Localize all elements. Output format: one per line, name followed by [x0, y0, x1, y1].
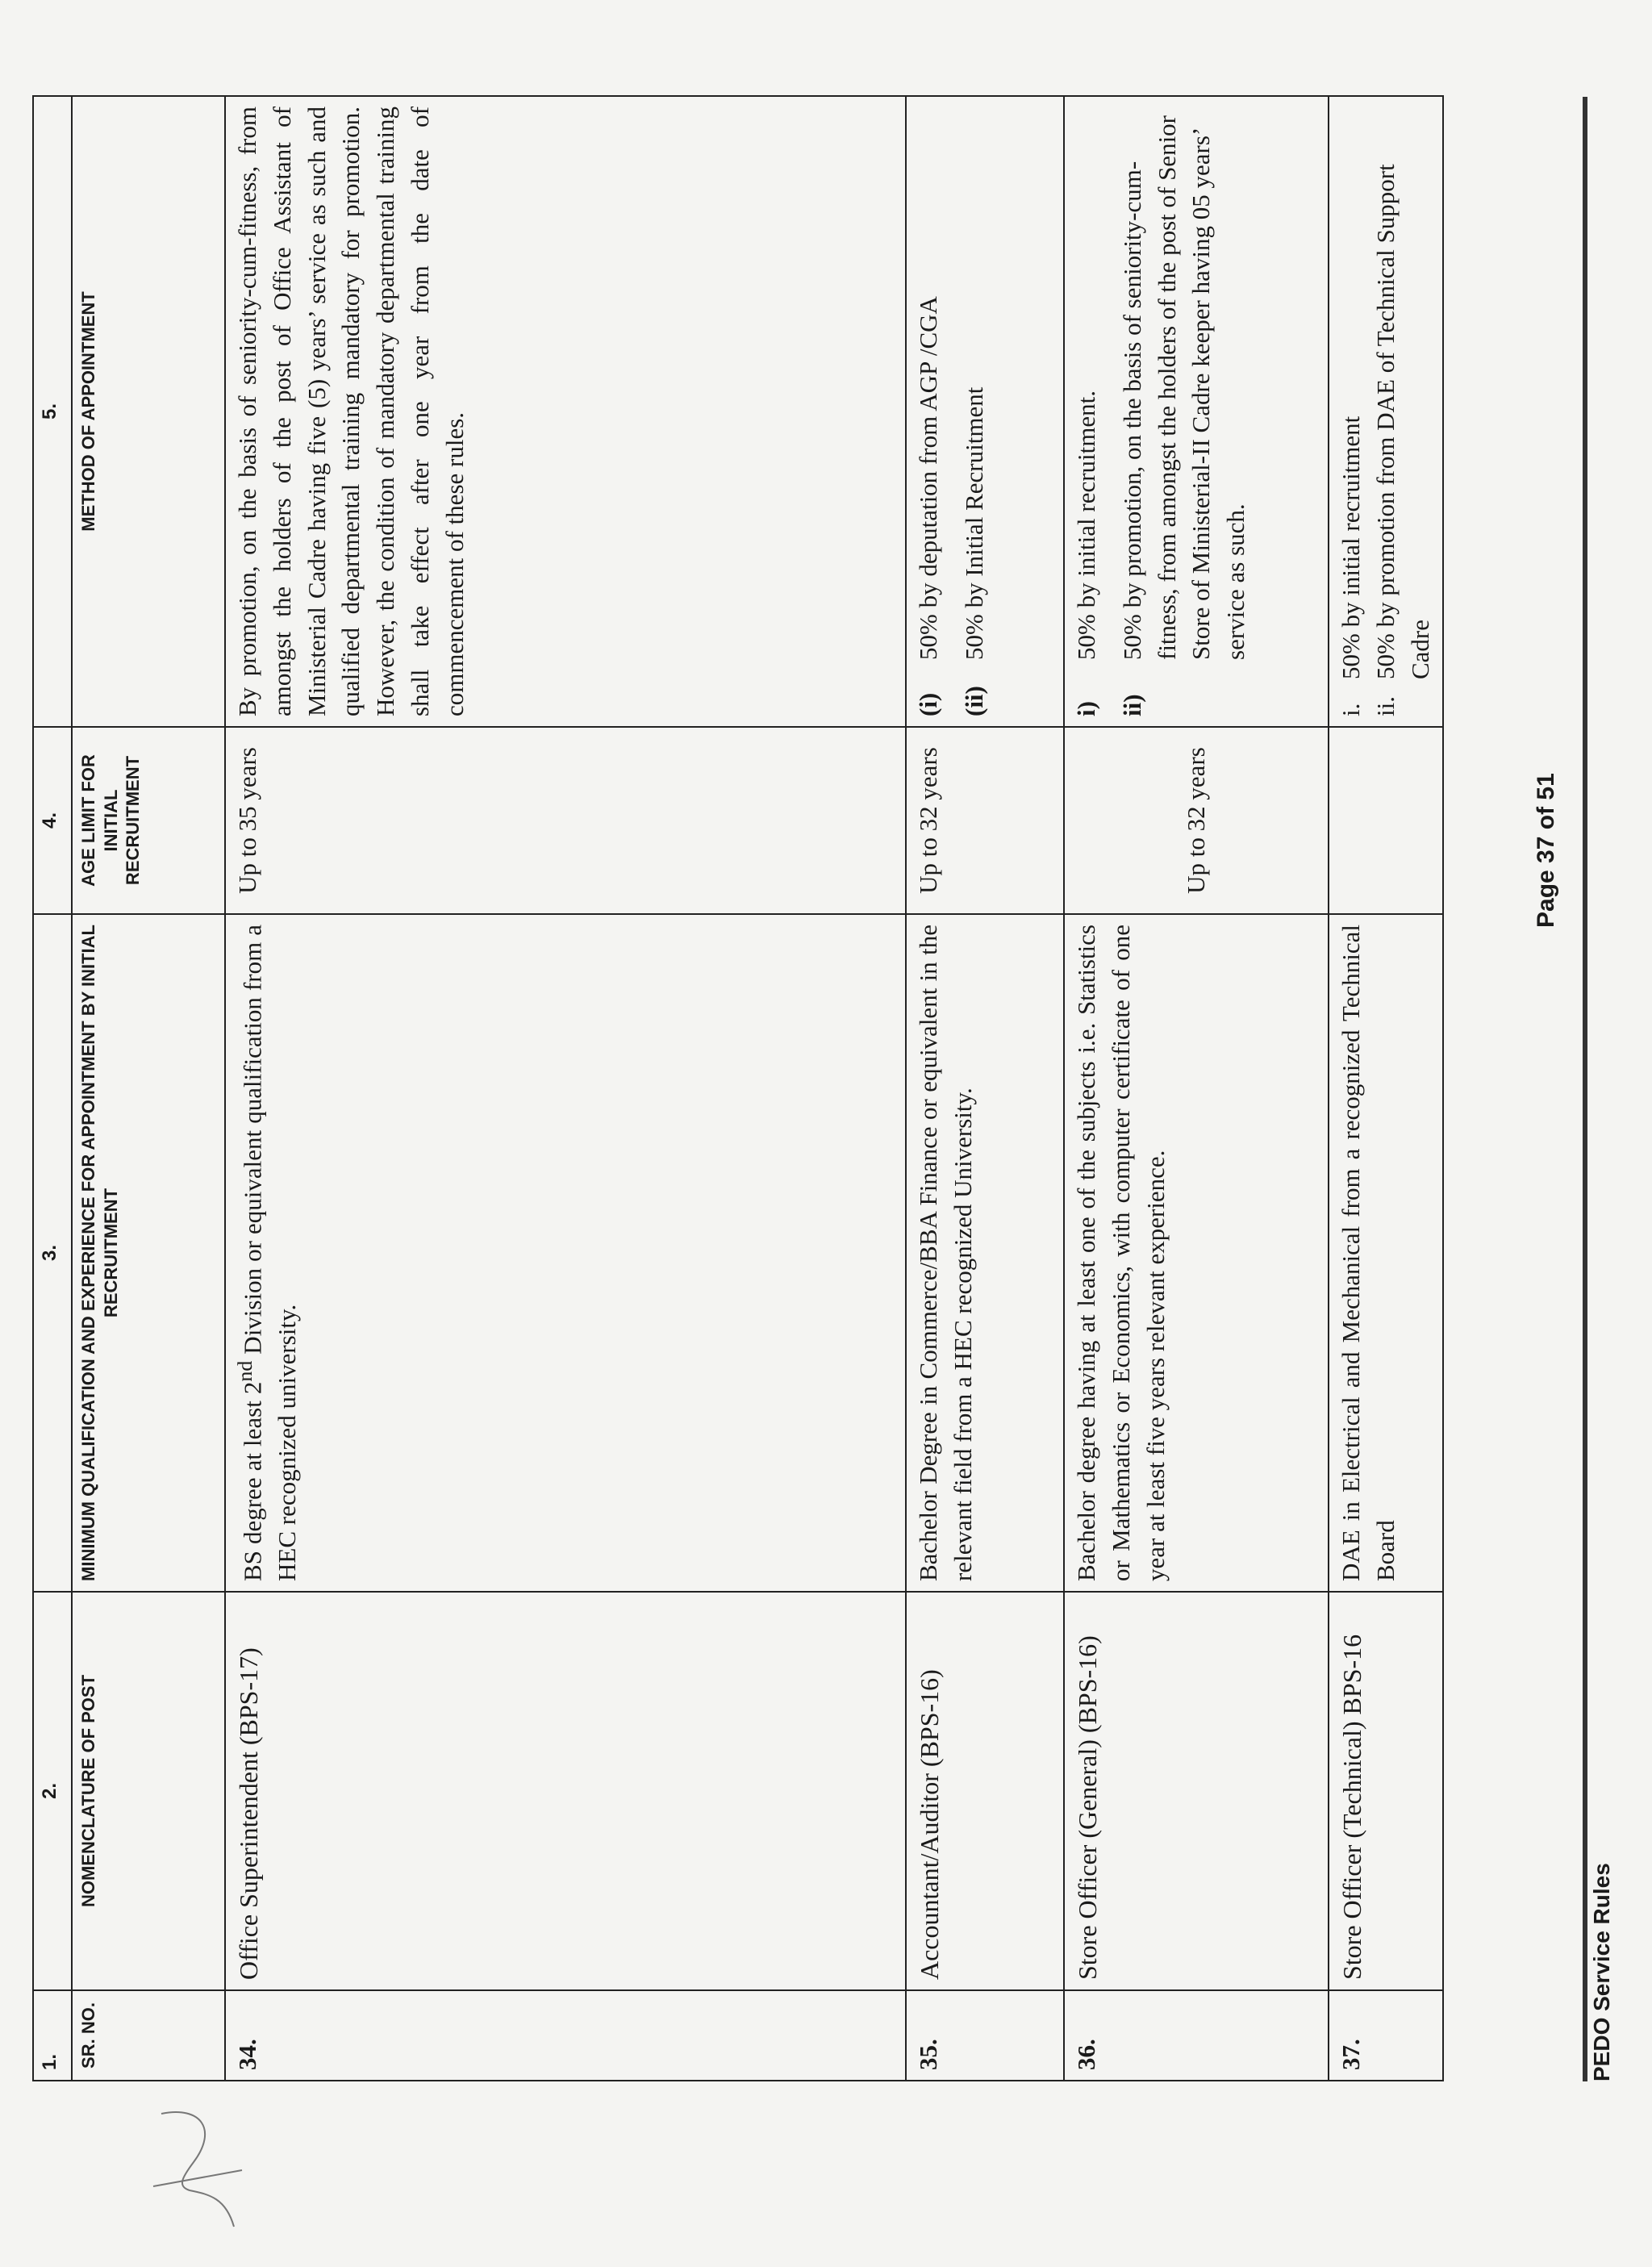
- list-item: [1369, 106, 1438, 716]
- serial-number: 36.: [1064, 1990, 1329, 2081]
- service-rules-table: [32, 95, 1444, 2081]
- list-text: 50% by initial recruitment: [1337, 415, 1365, 679]
- list-item: [957, 106, 992, 716]
- method-list: [1070, 106, 1254, 716]
- table-row: [1329, 96, 1443, 2081]
- qualification: [225, 914, 906, 1592]
- list-item: [912, 106, 946, 716]
- list-marker: (i): [914, 692, 942, 716]
- header-sr-no: SR. NO.: [72, 1990, 225, 2081]
- serial-number: 37.: [1329, 1990, 1443, 2081]
- method-of-appointment: [1329, 96, 1443, 727]
- list-item: [1334, 106, 1369, 716]
- list-marker: (ii): [959, 686, 988, 716]
- qualification-text: BS degree at least 2: [238, 1381, 267, 1581]
- method-of-appointment: [1064, 96, 1329, 727]
- qualification: Bachelor Degree in Commerce/BBA Finance or equivalent in the relevant field from a HEC recognized University.: [906, 914, 1064, 1592]
- footer-divider: [1583, 97, 1587, 2081]
- post-name: Store Officer (General) (BPS-16): [1064, 1592, 1329, 1990]
- list-text: 50% by promotion, on the basis of seniority-cum-fitness, from amongst the holders of the post of Senior Store of Ministerial-II Cadre keeper having 05 years’ service as such.: [1117, 115, 1250, 660]
- age-limit: Up to 32 years: [1064, 727, 1329, 914]
- table-row: [225, 96, 906, 2081]
- method-of-appointment: [225, 96, 906, 727]
- serial-number: 34.: [225, 1990, 906, 2081]
- table-row: [906, 96, 1064, 2081]
- qualification: Bachelor degree having at least one of the subjects i.e. Statistics or Mathematics or Economics, with computer certificate of one year at least five years relevant experience.: [1064, 914, 1329, 1592]
- method-list: [912, 106, 992, 716]
- list-item: [1116, 106, 1254, 716]
- post-name: Accountant/Auditor (BPS-16): [906, 1592, 1064, 1990]
- col-number: 1.: [33, 1990, 72, 2081]
- column-number-row: [33, 96, 72, 2081]
- col-number: 3.: [33, 914, 72, 1592]
- method-of-appointment: [906, 96, 1064, 727]
- list-marker: i.: [1337, 703, 1365, 716]
- qualification: DAE in Electrical and Mechanical from a recognized Technical Board: [1329, 914, 1443, 1592]
- header-age-limit: AGE LIMIT FOR INITIAL RECRUITMENT: [72, 727, 225, 914]
- header-qualification: MINIMUM QUALIFICATION AND EXPERIENCE FOR APPOINTMENT BY INITIAL RECRUITMENT: [72, 914, 225, 1592]
- qualification-text: Division or equivalent qualification from a HEC recognized university.: [238, 925, 302, 1581]
- list-marker: ii): [1117, 694, 1146, 716]
- list-marker: ii.: [1370, 696, 1400, 716]
- col-number: 4.: [33, 727, 72, 914]
- list-text: 50% by promotion from DAE of Technical Support Cadre: [1370, 164, 1434, 679]
- handwritten-mark-icon: [145, 2098, 258, 2259]
- age-limit: Up to 32 years: [906, 727, 1064, 914]
- column-header-row: [72, 96, 225, 2081]
- post-name: Office Superintendent (BPS-17): [225, 1592, 906, 1990]
- post-name: Store Officer (Technical) BPS-16: [1329, 1592, 1443, 1990]
- list-text: 50% by initial recruitment.: [1072, 390, 1100, 660]
- age-limit: Up to 35 years: [225, 727, 906, 914]
- page-number: Page 37 of 51: [1533, 773, 1559, 928]
- table-row: [1064, 96, 1329, 2081]
- age-limit: [1329, 727, 1443, 914]
- col-number: 5.: [33, 96, 72, 727]
- method-text: By promotion, on the basis of seniority-cum-fitness, from amongst the holders of the post of Office Assistant of Ministerial Cadre having five (5) years’ service as such and qualified departmental training mandatory for promotion. However, the condition of mandatory departmental training shall take effect after one year from the date of commencement of these rules.: [233, 106, 469, 716]
- list-marker: i): [1072, 701, 1100, 716]
- header-nomenclature: NOMENCLATURE OF POST: [72, 1592, 225, 1990]
- list-text: 50% by Initial Recruitment: [959, 386, 988, 660]
- serial-number: 35.: [906, 1990, 1064, 2081]
- superscript: nd: [233, 1360, 257, 1382]
- header-method: METHOD OF APPOINTMENT: [72, 96, 225, 727]
- footer-title: PEDO Service Rules: [1589, 1863, 1614, 2081]
- col-number: 2.: [33, 1592, 72, 1990]
- list-text: 50% by deputation from AGP /CGA: [914, 296, 942, 660]
- method-list: [1334, 106, 1437, 716]
- list-item: [1070, 106, 1104, 716]
